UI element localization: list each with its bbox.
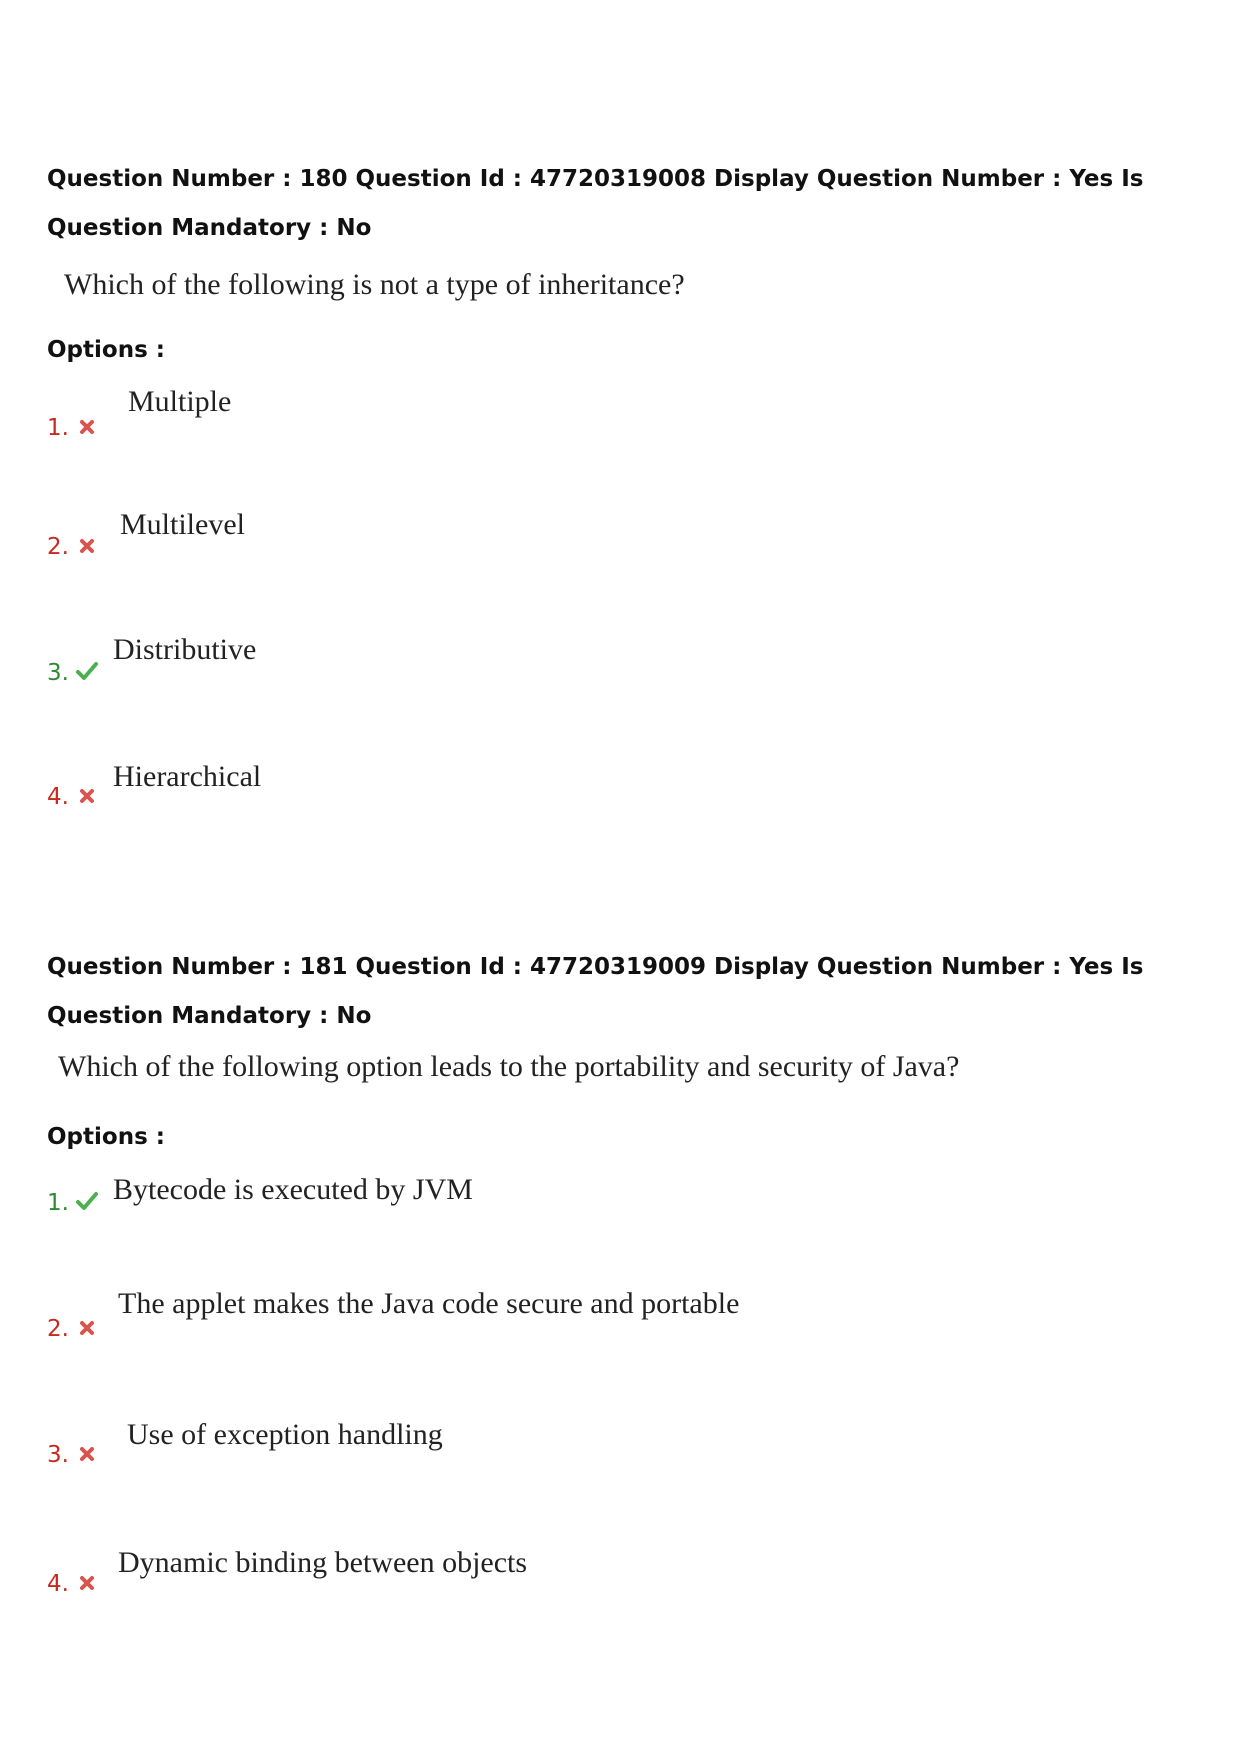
cross-icon bbox=[77, 786, 97, 806]
option-text: Distributive bbox=[113, 633, 257, 666]
cross-icon bbox=[77, 1444, 97, 1464]
cross-icon bbox=[77, 536, 97, 556]
cross-icon bbox=[77, 1573, 97, 1593]
option-number: 1. bbox=[47, 415, 69, 441]
options-label: Options : bbox=[47, 1124, 165, 1150]
question-text: Which of the following option leads to the portability and security of Java? bbox=[58, 1050, 960, 1083]
option-text: Multilevel bbox=[120, 508, 245, 541]
option-text: The applet makes the Java code secure and portable bbox=[118, 1287, 740, 1320]
question-text: Which of the following is not a type of inheritance? bbox=[64, 268, 685, 301]
option-text: Hierarchical bbox=[113, 760, 262, 793]
option-number: 1. bbox=[47, 1190, 69, 1216]
check-icon bbox=[75, 1190, 99, 1212]
option-text: Multiple bbox=[128, 385, 232, 418]
option-text: Use of exception handling bbox=[127, 1418, 443, 1451]
option-number: 3. bbox=[47, 1442, 69, 1468]
option-number: 3. bbox=[47, 660, 69, 686]
cross-icon bbox=[77, 417, 97, 437]
question-header: Question Number : 181 Question Id : 47720319009 Display Question Number : Yes Is Question Mandatory : No bbox=[47, 954, 1144, 1029]
option-number: 2. bbox=[47, 534, 69, 560]
option-number: 2. bbox=[47, 1316, 69, 1342]
check-icon bbox=[75, 660, 99, 682]
option-number: 4. bbox=[47, 1571, 69, 1597]
options-label: Options : bbox=[47, 337, 165, 363]
question-header: Question Number : 180 Question Id : 47720319008 Display Question Number : Yes Is Question Mandatory : No bbox=[47, 166, 1144, 241]
option-number: 4. bbox=[47, 784, 69, 810]
cross-icon bbox=[77, 1318, 97, 1338]
option-text: Dynamic binding between objects bbox=[118, 1546, 528, 1579]
option-text: Bytecode is executed by JVM bbox=[113, 1173, 473, 1206]
